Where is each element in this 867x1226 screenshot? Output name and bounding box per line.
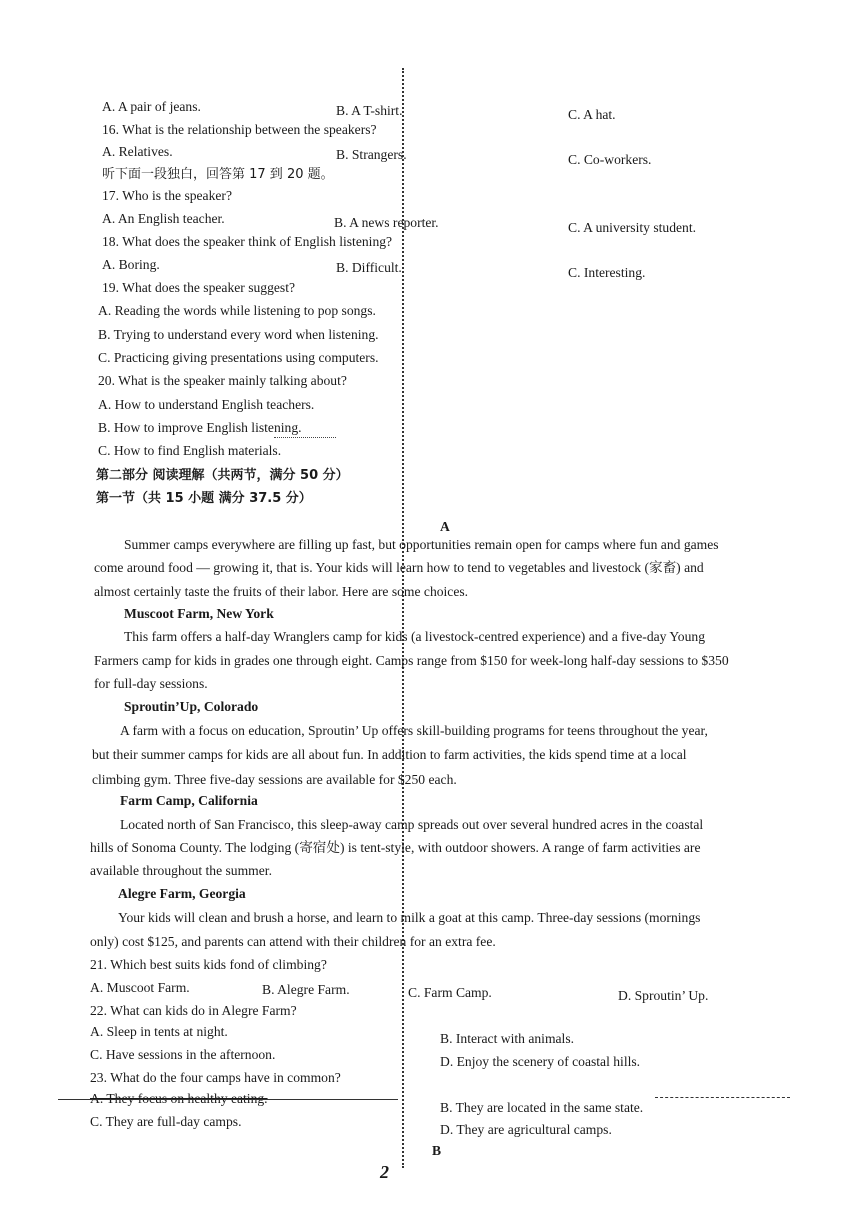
camp4-line: only) cost $125, and parents can attend with their children for an extra fee. [90,934,496,949]
q20-stem: 20. What is the speaker mainly talking about? [98,373,347,388]
q22-option-a: A. Sleep in tents at night. [90,1024,228,1039]
camp1-line: Farmers camp for kids in grades one through eight. Camps range from $150 for week-long half-day sessions to $350 [94,653,729,668]
q21-option-c: C. Farm Camp. [408,985,492,1000]
part2-title: 第二部分 阅读理解（共两节，满分 50 分） [96,468,349,483]
q18-stem: 18. What does the speaker think of English listening? [102,234,393,249]
q17-option-b: B. A news reporter. [334,215,439,230]
camp3-line: available throughout the summer. [90,863,272,878]
camp2-line: climbing gym. Three five-day sessions are available for $250 each. [92,772,457,787]
q19-stem: 19. What does the speaker suggest? [102,280,296,295]
section1-title: 第一节（共 15 小题 满分 37.5 分） [96,491,312,506]
q23-option-d: D. They are agricultural camps. [440,1122,612,1137]
q22-stem: 22. What can kids do in Alegre Farm? [90,1003,297,1018]
q15-option-c: C. A hat. [568,107,616,122]
monologue-instruction: 听下面一段独白，回答第 17 到 20 题。 [102,167,334,182]
passage-a-intro-line: Summer camps everywhere are filling up fast, but opportunities remain open for camps where fun and games [124,537,719,552]
q20-option-c: C. How to find English materials. [98,443,282,458]
q17-stem: 17. Who is the speaker? [102,188,232,203]
q15-option-b: B. A T-shirt. [336,103,403,118]
camp4-line: Your kids will clean and brush a horse, and learn to milk a goat at this camp. Three-day sessions (mornings [118,910,701,925]
camp2-name: Sproutin’Up, Colorado [124,699,259,714]
q23-stem: 23. What do the four camps have in common? [90,1070,341,1085]
q16-option-c: C. Co-workers. [568,152,652,167]
camp2-line: but their summer camps for kids are all about fun. In addition to farm activities, the kids spend time at a local [92,747,687,762]
q23-option-c: C. They are full-day camps. [90,1114,242,1129]
q18-option-c: C. Interesting. [568,265,646,280]
q19-option-b: B. Trying to understand every word when listening. [98,327,379,342]
handwritten-underline [274,437,336,438]
q17-option-c: C. A university student. [568,220,697,235]
strike-line-left [58,1099,398,1100]
q21-stem: 21. Which best suits kids fond of climbing? [90,957,327,972]
q22-option-d: D. Enjoy the scenery of coastal hills. [440,1054,641,1069]
q23-option-a: A. They focus on healthy eating. [90,1091,268,1106]
q21-option-a: A. Muscoot Farm. [90,980,190,995]
q15-option-a: A. A pair of jeans. [102,99,201,114]
q19-option-c: C. Practicing giving presentations using computers. [98,350,379,365]
q20-option-b: B. How to improve English listening. [98,420,302,435]
camp4-name: Alegre Farm, Georgia [118,886,246,901]
q19-option-a: A. Reading the words while listening to pop songs. [98,303,376,318]
q23-option-b: B. They are located in the same state. [440,1100,644,1115]
q20-option-a: A. How to understand English teachers. [98,397,315,412]
camp1-name: Muscoot Farm, New York [124,606,274,621]
q21-option-d: D. Sproutin’ Up. [618,988,709,1003]
camp3-line: Located north of San Francisco, this sleep-away camp spreads out over several hundred acres in the coastal [120,817,704,832]
q18-option-b: B. Difficult. [336,260,402,275]
camp3-line: hills of Sonoma County. The lodging (寄宿处) is tent-style, with outdoor showers. A range of farm activities are [90,840,701,855]
strike-line-right [655,1097,790,1098]
passage-a-label: A [440,519,450,534]
q17-option-a: A. An English teacher. [102,211,225,226]
q18-option-a: A. Boring. [102,257,160,272]
q21-option-b: B. Alegre Farm. [262,982,350,997]
camp1-line: for full-day sessions. [94,676,208,691]
camp2-line: A farm with a focus on education, Sproutin’ Up offers skill-building programs for teens throughout the year, [120,723,708,738]
q16-stem: 16. What is the relationship between the speakers? [102,122,377,137]
passage-b-label: B [432,1143,442,1158]
passage-a-intro-line: almost certainly taste the fruits of their labor. Here are some choices. [94,584,469,599]
camp3-name: Farm Camp, California [120,793,258,808]
page-number: 2 [380,1162,389,1182]
camp1-line: This farm offers a half-day Wranglers camp for kids (a livestock-centred experience) and a five-day Young [124,629,705,644]
q16-option-a: A. Relatives. [102,144,173,159]
passage-a-intro-line: come around food — growing it, that is. Your kids will learn how to tend to vegetables and livestock (家畜) and [94,560,704,575]
q22-option-b: B. Interact with animals. [440,1031,575,1046]
q16-option-b: B. Strangers. [336,147,407,162]
binding-margin-dotted-line [402,68,404,1168]
q22-option-c: C. Have sessions in the afternoon. [90,1047,276,1062]
